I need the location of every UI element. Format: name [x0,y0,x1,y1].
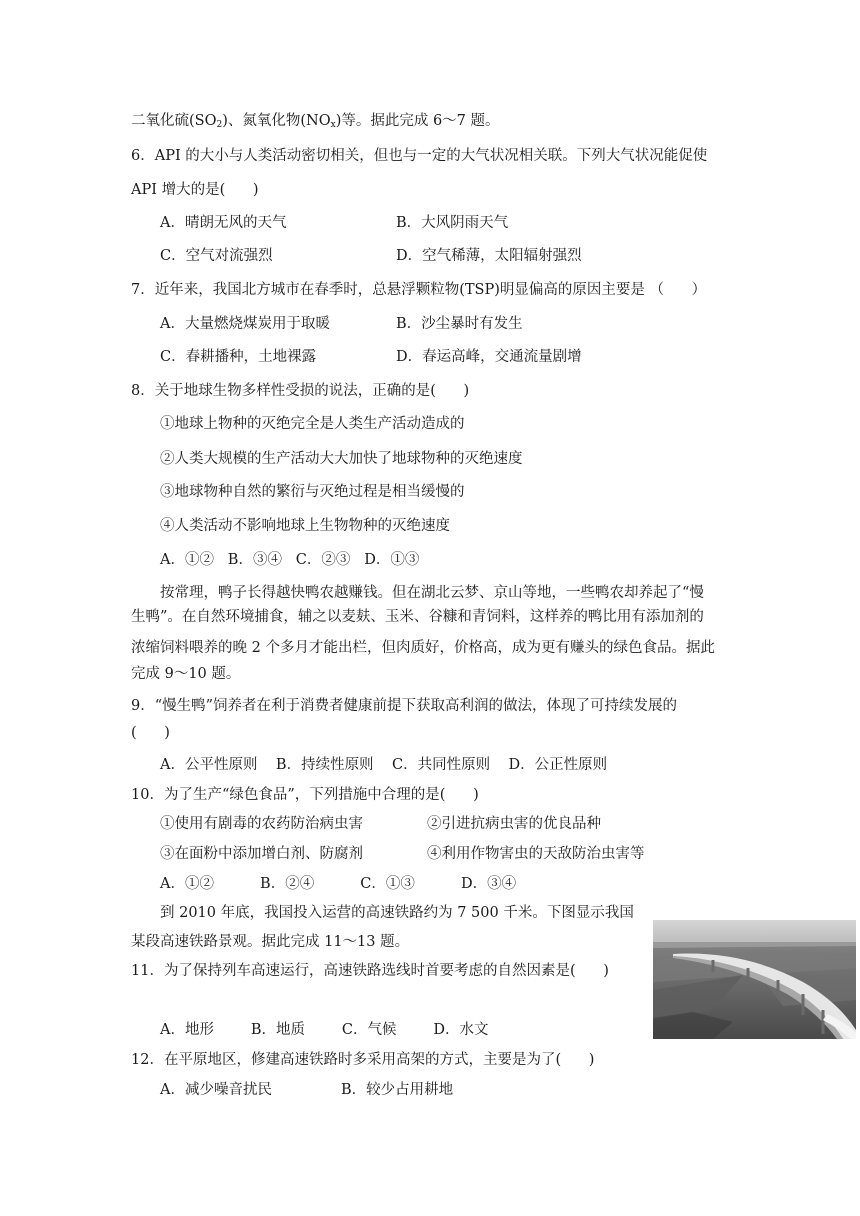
q10-options: A．①② B．②④ C．①③ D．③④ [160,876,517,892]
q11-options: A．地形 B．地质 C．气候 D．水文 [160,1022,489,1038]
q9-options: A．公平性原则 B．持续性原则 C．共同性原则 D．公正性原则 [160,757,608,773]
q7-option-d: D．春运高峰，交通流量剧增 [396,349,582,365]
q12-stem: 12．在平原地区，修建高速铁路时多采用高架的方式，主要是为了( ) [131,1052,595,1068]
q7-stem: 7．近年来，我国北方城市在春季时，总悬浮颗粒物(TSP)明显偏高的原因主要是 （ ） [131,282,707,298]
q7-option-b: B．沙尘暴时有发生 [396,316,523,332]
q10-stem: 10．为了生产“绿色食品”，下列措施中合理的是( ) [131,787,479,803]
q10-statement-4: ④利用作物害虫的天敌防治虫害等 [427,846,645,862]
q11-stem: 11．为了保持列车高速运行，高速铁路选线时首要考虑的自然因素是( ) [131,963,609,979]
q8-statement-2: ②人类大规模的生产活动大大加快了地球物种的灭绝速度 [160,451,523,467]
q7-option-c: C．春耕播种，土地裸露 [160,349,317,365]
q6-option-b: B．大风阴雨天气 [396,215,509,231]
passage-duck-line-2: 生鸭”。在自然环境捕食，辅之以麦麸、玉米、谷糠和青饲料，这样养的鸭比用有添加剂的 [131,609,704,625]
q9-stem-1: 9．“慢生鸭”饲养者在利于消费者健康前提下获取高利润的做法，体现了可持续发展的 [131,698,678,714]
intro-line: 二氧化硫$(SO_2)$、氮氧化物$(NO_x)$等。据此完成 6～7 题。 [131,113,500,130]
q7-option-a: A．大量燃烧煤炭用于取暖 [160,316,330,332]
passage-duck-line-3: 浓缩饲料喂养的晚 2 个多月才能出栏，但肉质好，价格高，成为更有赚头的绿色食品。据此 [131,640,715,656]
passage-railway-line-2: 某段高速铁路景观。据此完成 11～13 题。 [131,934,410,950]
q12-option-a: A．减少噪音扰民 [160,1082,272,1098]
q10-statement-3: ③在面粉中添加增白剂、防腐剂 [160,846,363,862]
railway-photo [653,920,856,1039]
q10-statement-1: ①使用有剧毒的农药防治病虫害 [160,816,363,832]
q8-statement-1: ①地球上物种的灭绝完全是人类生产活动造成的 [160,416,465,432]
q6-option-d: D．空气稀薄，太阳辐射强烈 [396,248,582,264]
q8-stem: 8．关于地球生物多样性受损的说法，正确的是( ) [131,383,470,399]
q6-option-a: A．晴朗无风的天气 [160,215,287,231]
passage-duck-line-1: 按常理，鸭子长得越快鸭农越赚钱。但在湖北云梦、京山等地，一些鸭农却养起了“慢 [160,585,704,601]
q9-stem-2: ( ) [131,725,170,741]
q8-statement-3: ③地球物种自然的繁衍与灭绝过程是相当缓慢的 [160,484,465,500]
q6-option-c: C．空气对流强烈 [160,248,273,264]
q6-stem-2: API 增大的是( ) [131,182,259,198]
passage-duck-line-4: 完成 9～10 题。 [131,666,241,682]
q8-options: A．①② B．③④ C．②③ D．①③ [160,552,420,568]
passage-railway-line-1: 到 2010 年底，我国投入运营的高速铁路约为 7 500 千米。下图显示我国 [160,905,634,921]
q6-stem-1: 6．API 的大小与人类活动密切相关，但也与一定的大气状况相关联。下列大气状况能促使 [131,148,708,164]
q10-statement-2: ②引进抗病虫害的优良品种 [427,816,601,832]
q8-statement-4: ④人类活动不影响地球上生物物种的灭绝速度 [160,518,450,534]
q12-option-b: B．较少占用耕地 [341,1082,454,1098]
